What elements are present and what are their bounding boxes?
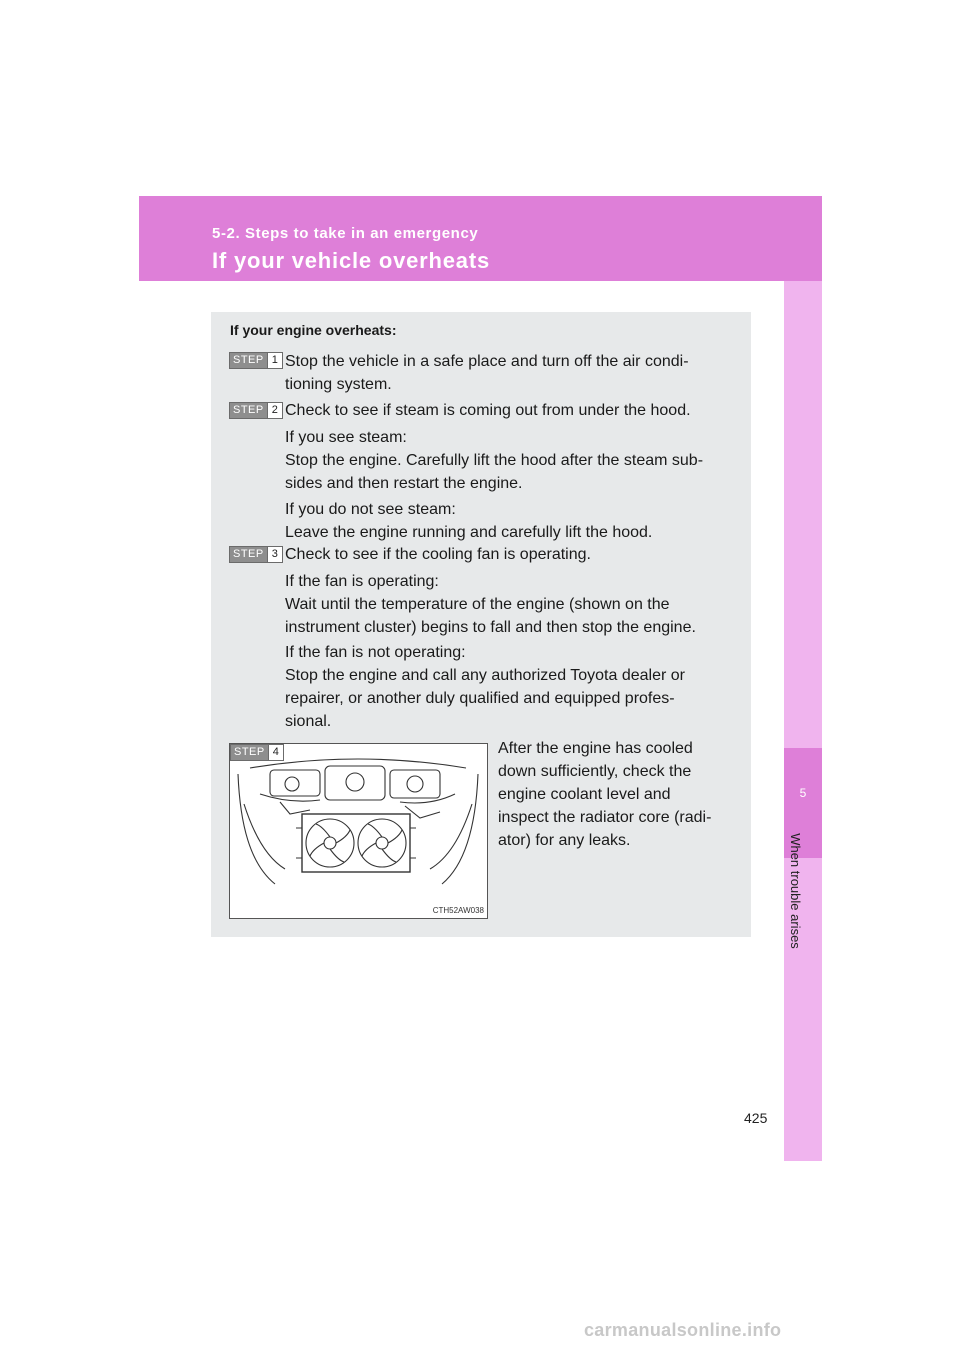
text-line: Stop the engine. Carefully lift the hood after the steam sub- xyxy=(285,452,704,469)
step-number: 1 xyxy=(267,353,282,368)
header-band xyxy=(139,196,822,281)
case-heading: If you see steam: xyxy=(285,429,407,446)
engine-bay-illustration xyxy=(230,744,487,918)
text-line: instrument cluster) begins to fall and then stop the engine. xyxy=(285,619,696,636)
case-heading: If you do not see steam: xyxy=(285,501,456,518)
text-line: down sufficiently, check the xyxy=(498,763,692,780)
step-number: 4 xyxy=(268,745,283,760)
text-line: Check to see if the cooling fan is operating. xyxy=(285,546,591,563)
step-2-case-no-steam xyxy=(285,498,728,544)
text-line: Check to see if steam is coming out from under the hood. xyxy=(285,402,691,419)
figure-code: CTH52AW038 xyxy=(432,906,484,915)
chapter-title: When trouble arises xyxy=(788,833,803,949)
step-number: 3 xyxy=(267,547,282,562)
watermark: carmanualsonline.info xyxy=(584,1320,782,1340)
intro-heading: If your engine overheats: xyxy=(230,322,397,338)
text-line: Leave the engine running and carefully lift the hood. xyxy=(285,524,653,541)
step-label: STEP xyxy=(231,745,268,760)
page-number: 425 xyxy=(744,1110,768,1126)
text-line: sides and then restart the engine. xyxy=(285,475,523,492)
step-label: STEP xyxy=(230,353,267,368)
section-label: 5-2. Steps to take in an emergency xyxy=(212,225,479,242)
text-line: tioning system. xyxy=(285,376,392,393)
text-line: repairer, or another duly qualified and equipped profes- xyxy=(285,690,675,707)
case-heading: If the fan is operating: xyxy=(285,573,439,590)
text-line: ator) for any leaks. xyxy=(498,832,631,849)
text-line: inspect the radiator core (radi- xyxy=(498,809,712,826)
step-2-badge xyxy=(229,402,283,419)
step-3-text xyxy=(285,543,728,566)
chapter-number: 5 xyxy=(799,786,807,800)
step-3-badge xyxy=(229,546,283,563)
engine-bay-figure xyxy=(229,743,488,919)
chapter-side-tab[interactable] xyxy=(784,281,822,1161)
text-line: engine coolant level and xyxy=(498,786,671,803)
step-2-case-steam xyxy=(285,426,728,495)
text-line: After the engine has cooled xyxy=(498,740,693,757)
text-line: Wait until the temperature of the engine (shown on the xyxy=(285,596,670,613)
step-2-text xyxy=(285,399,728,422)
text-line: sional. xyxy=(285,713,332,730)
step-label: STEP xyxy=(230,403,267,418)
step-label: STEP xyxy=(230,547,267,562)
step-3-case-fan-operating xyxy=(285,570,728,639)
content-box xyxy=(211,312,751,937)
text-line: Stop the engine and call any authorized Toyota dealer or xyxy=(285,667,685,684)
page-title: If your vehicle overheats xyxy=(212,248,490,273)
step-1-badge xyxy=(229,352,283,369)
text-line: Stop the vehicle in a safe place and turn off the air condi- xyxy=(285,353,689,370)
step-number: 2 xyxy=(267,403,282,418)
step-4-text xyxy=(498,737,728,852)
case-heading: If the fan is not operating: xyxy=(285,644,466,661)
step-3-case-fan-not-operating xyxy=(285,641,728,733)
step-1-text xyxy=(285,350,728,396)
